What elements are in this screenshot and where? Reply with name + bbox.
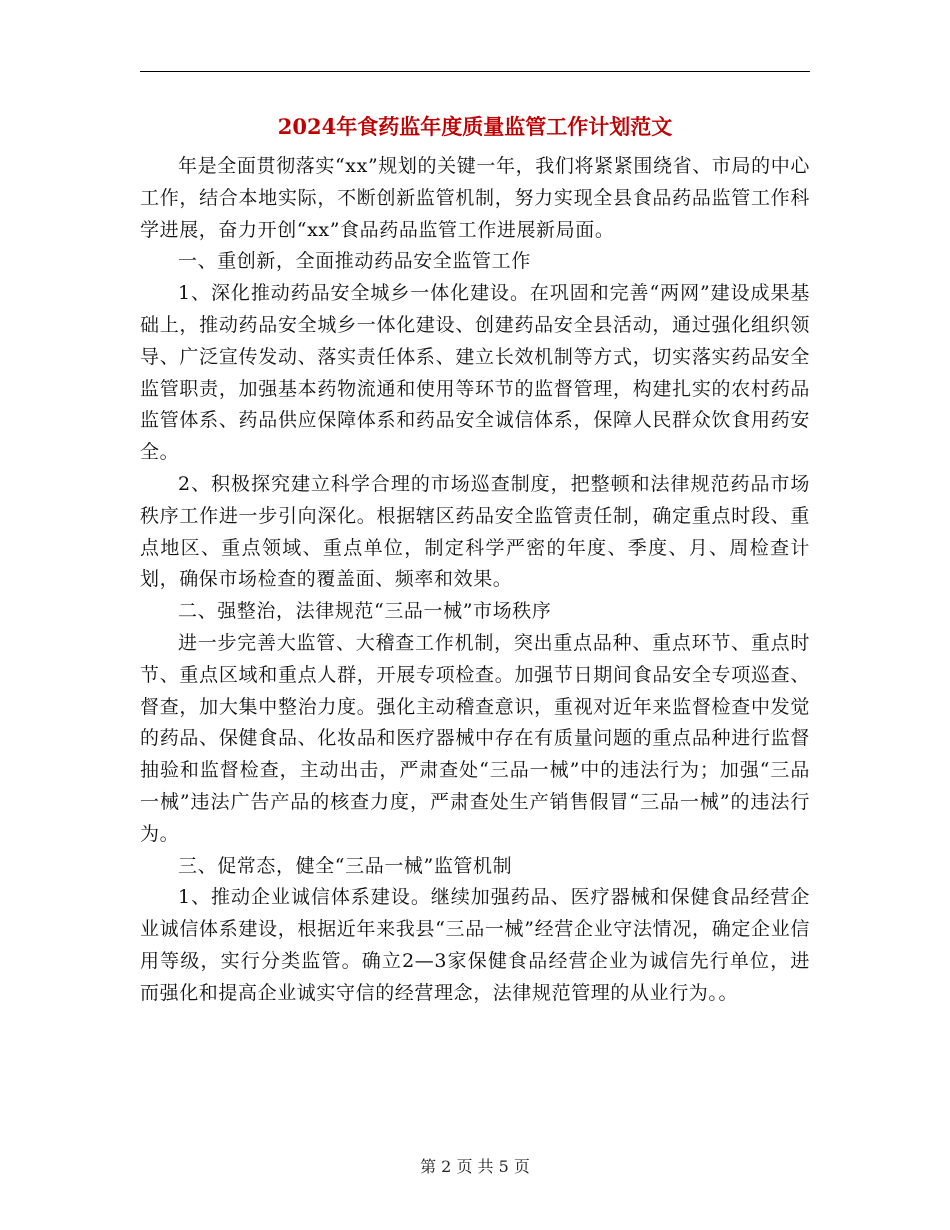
paragraph-1-1: 1、深化推动药品安全城乡一体化建设。在巩固和完善“两网”建设成果基础上，推动药品安全城乡一体化建设、创建药品安全县活动，通过强化组织领导、广泛宣传发动、落实责任体系、建立长效机制等方式，切实落实药品安全监管职责，加强基本药物流通和使用等环节的监督管理，构建扎实的农村药品监管体系、药品供应保障体系和药品安全诚信体系，保障人民群众饮食用药安全。: [140, 282, 810, 464]
page-number: 第 2 页 共 5 页: [420, 1157, 530, 1176]
document-title: 2024年食药监年度质量监管工作计划范文: [277, 114, 673, 139]
section-heading-3: 三、促常态，健全“三品一械”监管机制: [178, 854, 513, 877]
paragraph-1-2: 2、积极探究建立科学合理的市场巡查制度，把整顿和法律规范药品市场秩序工作进一步引向深化。根据辖区药品安全监管责任制，确定重点时段、重点地区、重点领域、重点单位，制定科学严密的年度、季度、月、周检查计划，确保市场检查的覆盖面、频率和效果。: [140, 472, 810, 591]
paragraph-2: 进一步完善大监管、大稽查工作机制，突出重点品种、重点环节、重点时节、重点区域和重点人群，开展专项检查。加强节日期间食品安全专项巡查、督查，加大集中整治力度。强化主动稽查意识，重视对近年来监督检查中发觉的药品、保健食品、化妆品和医疗器械中存在有质量问题的重点品种进行监督抽验和监督检查，主动出击，严肃查处“三品一械”中的违法行为；加强“三品一械”违法广告产品的核查力度，严肃查处生产销售假冒“三品一械”的违法行为。: [140, 631, 810, 845]
section-heading-1: 一、重创新，全面推动药品安全监管工作: [178, 250, 531, 273]
section-heading-2: 二、强整治，法律规范“三品一械”市场秩序: [178, 600, 552, 623]
document-body: [140, 151, 810, 1010]
header-rule: [140, 71, 810, 72]
paragraph-3-1: 1、推动企业诚信体系建设。继续加强药品、医疗器械和保健食品经营企业诚信体系建设，根据近年来我县“三品一械”经营企业守法情况，确定企业信用等级，实行分类监管。确立2—3家保健食品经营企业为诚信先行单位，进而强化和提高企业诚实守信的经营理念，法律规范管理的从业行为。。: [140, 886, 810, 1004]
paragraph-intro: 年是全面贯彻落实“xx”规划的关键一年，我们将紧紧围绕省、市局的中心工作，结合本地实际，不断创新监管机制，努力实现全县食品药品监管工作科学进展，奋力开创“xx”食品药品监管工作进展新局面。: [140, 155, 810, 241]
